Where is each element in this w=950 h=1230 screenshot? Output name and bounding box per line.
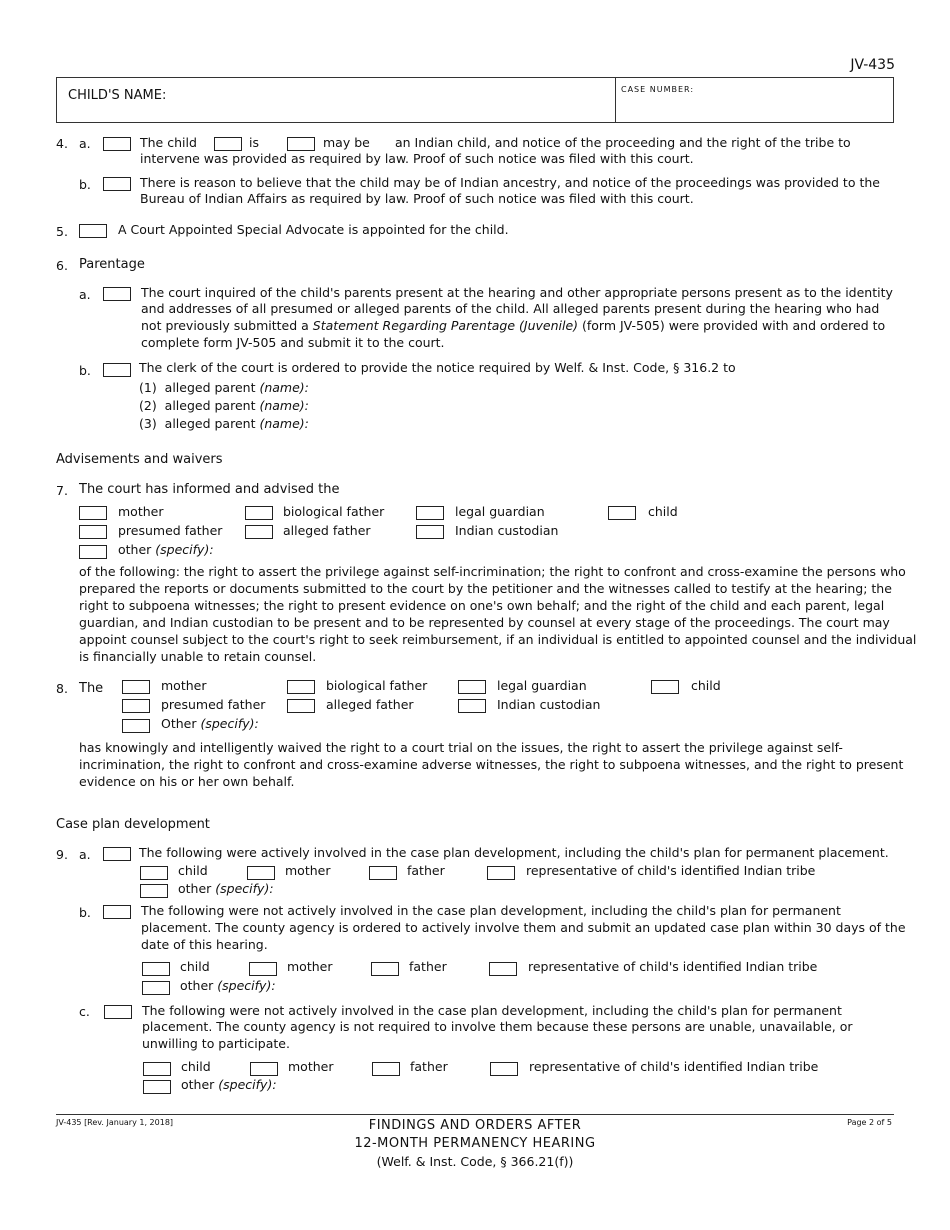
item-7-indian-custodian-checkbox[interactable] — [416, 525, 444, 539]
item-9b-tribe-label: representative of child's identified Indian tribe — [528, 959, 818, 974]
item-9a-tribe-checkbox[interactable] — [487, 866, 515, 880]
item-9c-letter: c. — [79, 1004, 90, 1019]
item-8-child-label: child — [691, 678, 721, 693]
item-9a-checkbox[interactable] — [103, 847, 131, 861]
item-9c-father-label: father — [410, 1059, 448, 1074]
footer-statute: (Welf. & Inst. Code, § 366.21(f)) — [376, 1154, 574, 1169]
item-7-indian-custodian-label: Indian custodian — [455, 523, 559, 538]
item-7-mother-checkbox[interactable] — [79, 506, 107, 520]
item-7-body-line-3: right to subpoena witnesses; the right to present evidence on one's own behalf; and the right of the child and each parent, legal — [79, 598, 885, 613]
alleged-parent-1-hint: (name): — [259, 380, 309, 395]
item-8-body-line-1: has knowingly and intelligently waived the right to a court trial on the issues, the right to assert the privilege against self- — [79, 740, 843, 755]
statement-regarding-parentage-title: Statement Regarding Parentage (Juvenile) — [312, 318, 579, 333]
item-9a-line-1: The following were actively involved in the case plan development, including the child's plan for permanent placement. — [139, 845, 889, 860]
item-9a-specify: (specify): — [215, 881, 274, 896]
item-9a-father-checkbox[interactable] — [369, 866, 397, 880]
item-8-presumed-father-label: presumed father — [161, 697, 266, 712]
item-6a-checkbox[interactable] — [103, 287, 131, 301]
alleged-parent-3-label: alleged parent — [164, 416, 256, 431]
footer-form-rev: JV-435 [Rev. January 1, 2018] — [56, 1118, 174, 1127]
item-9a-mother-checkbox[interactable] — [247, 866, 275, 880]
item-8-other-checkbox[interactable] — [122, 719, 150, 733]
item-8-body-line-3: evidence on his or her own behalf. — [79, 774, 295, 789]
item-6a-letter: a. — [79, 287, 91, 302]
item-7-other-label — [118, 542, 214, 559]
item-7-presumed-father-label: presumed father — [118, 523, 223, 538]
item-9b-line-3: date of this hearing. — [141, 937, 268, 952]
item-9a-other-label — [178, 881, 274, 898]
footer-title-line-2: 12-MONTH PERMANENCY HEARING — [354, 1136, 596, 1151]
item-7-legal-guardian-label: legal guardian — [455, 504, 545, 519]
item-4b-line-1: There is reason to believe that the child may be of Indian ancestry, and notice of the proceedings was provided to the — [140, 175, 880, 190]
item-4a-line-2: intervene was provided as required by law. Proof of such notice was filed with this court. — [140, 151, 694, 166]
item-5-number: 5. — [56, 224, 68, 239]
childs-name-label: CHILD'S NAME: — [68, 88, 167, 103]
footer-title-line-1: FINDINGS AND ORDERS AFTER — [368, 1118, 582, 1133]
item-7-mother-label: mother — [118, 504, 164, 519]
item-7-child-checkbox[interactable] — [608, 506, 636, 520]
item-6a-line-4: complete form JV-505 and submit it to the court. — [141, 335, 445, 350]
item-6b-letter: b. — [79, 363, 91, 378]
item-9b-other-text: other — [180, 978, 214, 993]
item-9b-line-1: The following were not actively involved in the case plan development, including the child's plan for permanent — [141, 903, 841, 918]
item-9b-child-label: child — [180, 959, 210, 974]
item-7-body-line-5: appoint counsel subject to the court's right to seek reimbursement, if an individual is entitled to appointed counsel and the individual — [79, 632, 917, 647]
alleged-parent-2-hint: (name): — [259, 398, 309, 413]
item-7-title: The court has informed and advised the — [79, 482, 340, 497]
item-8-the: The — [79, 681, 104, 696]
item-8-legal-guardian-label: legal guardian — [497, 678, 587, 693]
item-9c-child-checkbox[interactable] — [143, 1062, 171, 1076]
item-4a-may-be: may be — [323, 135, 370, 150]
item-9a-mother-label: mother — [285, 863, 331, 878]
item-6-number: 6. — [56, 258, 68, 273]
footer-page-number: Page 2 of 5 — [847, 1118, 892, 1127]
item-6a-line-2: and addresses of all presumed or alleged parents of the child. All alleged parents present during the hearing who had — [141, 301, 880, 316]
case-number-label: CASE NUMBER: — [621, 85, 695, 94]
item-9c-other-text: other — [181, 1077, 215, 1092]
item-9a-other-text: other — [178, 881, 212, 896]
item-6a-line-3 — [141, 318, 885, 335]
item-9b-other-label — [180, 978, 276, 995]
item-7-alleged-father-label: alleged father — [283, 523, 371, 538]
item-4b-letter: b. — [79, 177, 91, 192]
item-5-checkbox[interactable] — [79, 224, 107, 238]
item-6b-line-1: The clerk of the court is ordered to provide the notice required by Welf. & Inst. Code, § 316.2 to — [139, 360, 736, 375]
item-6-title: Parentage — [79, 257, 145, 272]
item-8-alleged-father-label: alleged father — [326, 697, 414, 712]
item-8-presumed-father-checkbox[interactable] — [122, 699, 150, 713]
item-9a-tribe-label: representative of child's identified Indian tribe — [526, 863, 816, 878]
alleged-parent-2-label: alleged parent — [164, 398, 256, 413]
item-4a-is: is — [249, 135, 259, 150]
item-4a-line-1: an Indian child, and notice of the proceeding and the right of the tribe to — [395, 135, 851, 150]
item-9b-line-2: placement. The county agency is ordered to actively involve them and submit an updated case plan within 30 days of the — [141, 920, 906, 935]
item-6a-line-3-post: (form JV-505) were provided with and ordered to — [578, 318, 886, 333]
item-9b-other-checkbox[interactable] — [142, 981, 170, 995]
item-9c-line-2: placement. The county agency is not required to involve them because these persons are unable, unavailable, or — [142, 1019, 853, 1034]
item-9a-other-checkbox[interactable] — [140, 884, 168, 898]
item-9c-mother-label: mother — [288, 1059, 334, 1074]
item-4a-the-child: The child — [140, 135, 197, 150]
alleged-parent-3-hint: (name): — [259, 416, 309, 431]
case-number-field[interactable] — [618, 94, 890, 120]
item-7-body-line-4: guardian, and Indian custodian to be present and to be represented by counsel at every stage of the proceedings. The court may — [79, 615, 890, 630]
alleged-parent-2 — [139, 398, 309, 415]
alleged-parent-1-num: (1) — [139, 380, 157, 395]
item-6a-line-1: The court inquired of the child's parents present at the hearing and other appropriate persons present as to the identity — [141, 285, 893, 300]
item-8-indian-custodian-checkbox[interactable] — [458, 699, 486, 713]
alleged-parent-3-num: (3) — [139, 416, 157, 431]
item-7-number: 7. — [56, 483, 68, 498]
item-4b-line-2: Bureau of Indian Affairs as required by law. Proof of such notice was filed with this court. — [140, 191, 694, 206]
item-8-legal-guardian-checkbox[interactable] — [458, 680, 486, 694]
item-8-other-text: Other — [161, 716, 197, 731]
item-9b-mother-label: mother — [287, 959, 333, 974]
childs-name-field[interactable] — [180, 80, 610, 120]
item-8-alleged-father-checkbox[interactable] — [287, 699, 315, 713]
item-9b-specify: (specify): — [217, 978, 276, 993]
item-7-specify: (specify): — [155, 542, 214, 557]
item-7-body-line-1: of the following: the right to assert the privilege against self-incrimination; the right to confront and cross-examine the persons who — [79, 564, 906, 579]
item-8-mother-label: mother — [161, 678, 207, 693]
alleged-parent-2-num: (2) — [139, 398, 157, 413]
item-9c-other-checkbox[interactable] — [143, 1080, 171, 1094]
item-6a-line-3-pre: not previously submitted a — [141, 318, 313, 333]
item-7-legal-guardian-checkbox[interactable] — [416, 506, 444, 520]
footer-rule — [56, 1114, 894, 1115]
item-8-specify: (specify): — [200, 716, 259, 731]
item-8-mother-checkbox[interactable] — [122, 680, 150, 694]
item-7-alleged-father-checkbox[interactable] — [245, 525, 273, 539]
item-7-biological-father-label: biological father — [283, 504, 385, 519]
item-5-text: A Court Appointed Special Advocate is appointed for the child. — [118, 222, 509, 237]
item-7-biological-father-checkbox[interactable] — [245, 506, 273, 520]
item-8-biological-father-checkbox[interactable] — [287, 680, 315, 694]
item-9c-child-label: child — [181, 1059, 211, 1074]
form-id: JV-435 — [850, 57, 895, 73]
item-7-child-label: child — [648, 504, 678, 519]
item-9b-letter: b. — [79, 905, 91, 920]
item-9-number: 9. — [56, 847, 68, 862]
item-8-body-line-2: incrimination, the right to confront and cross-examine adverse witnesses, the right to subpoena witnesses, and the right to present — [79, 757, 904, 772]
item-7-other-checkbox[interactable] — [79, 545, 107, 559]
item-8-child-checkbox[interactable] — [651, 680, 679, 694]
item-9a-child-label: child — [178, 863, 208, 878]
item-9c-specify: (specify): — [218, 1077, 277, 1092]
item-8-indian-custodian-label: Indian custodian — [497, 697, 601, 712]
item-4a-checkbox[interactable] — [103, 137, 131, 151]
item-4a-may-be-checkbox[interactable] — [287, 137, 315, 151]
item-9c-other-label — [181, 1077, 277, 1094]
item-6b-checkbox[interactable] — [103, 363, 131, 377]
header-divider — [615, 77, 616, 123]
section-caseplan-heading: Case plan development — [56, 817, 210, 832]
item-9c-line-1: The following were not actively involved in the case plan development, including the child's plan for permanent — [142, 1003, 842, 1018]
item-9c-line-3: unwilling to participate. — [142, 1036, 290, 1051]
item-9c-checkbox[interactable] — [104, 1005, 132, 1019]
alleged-parent-1 — [139, 380, 309, 397]
item-7-body-line-2: prepared the reports or documents submitted to the court by the petitioner and the witnesses called to testify at the hearing; the — [79, 581, 892, 596]
item-8-number: 8. — [56, 681, 68, 696]
item-4a-is-checkbox[interactable] — [214, 137, 242, 151]
item-4a-letter: a. — [79, 136, 91, 151]
item-9b-father-label: father — [409, 959, 447, 974]
item-8-biological-father-label: biological father — [326, 678, 428, 693]
section-advisements-heading: Advisements and waivers — [56, 452, 223, 467]
item-4-number: 4. — [56, 136, 68, 151]
alleged-parent-3 — [139, 416, 309, 433]
item-4b-checkbox[interactable] — [103, 177, 131, 191]
item-9b-tribe-checkbox[interactable] — [489, 962, 517, 976]
item-9c-tribe-checkbox[interactable] — [490, 1062, 518, 1076]
item-9c-mother-checkbox[interactable] — [250, 1062, 278, 1076]
item-7-body-line-6: is financially unable to retain counsel. — [79, 649, 317, 664]
item-8-other-label — [161, 716, 259, 733]
item-9b-father-checkbox[interactable] — [371, 962, 399, 976]
item-9c-tribe-label: representative of child's identified Indian tribe — [529, 1059, 819, 1074]
item-9b-mother-checkbox[interactable] — [249, 962, 277, 976]
item-9b-child-checkbox[interactable] — [142, 962, 170, 976]
item-9c-father-checkbox[interactable] — [372, 1062, 400, 1076]
item-9b-checkbox[interactable] — [103, 905, 131, 919]
item-7-other-text: other — [118, 542, 152, 557]
item-9a-letter: a. — [79, 847, 91, 862]
item-9a-child-checkbox[interactable] — [140, 866, 168, 880]
item-9a-father-label: father — [407, 863, 445, 878]
item-7-presumed-father-checkbox[interactable] — [79, 525, 107, 539]
alleged-parent-1-label: alleged parent — [164, 380, 256, 395]
